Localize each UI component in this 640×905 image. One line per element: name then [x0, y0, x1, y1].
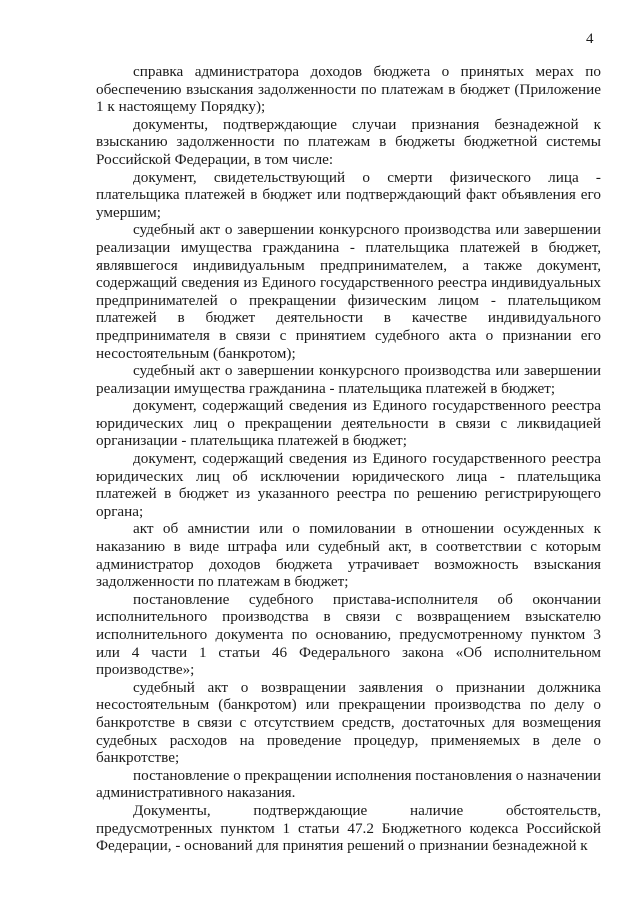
paragraph-12: Документы, подтверждающие наличие обстоятельств, предусмотренных пунктом 1 статьи 47.2 Бюджетного кодекса Российской Федерации, - оснований для принятия решений о признании безнадежной к: [96, 801, 601, 855]
paragraph-7: документ, содержащий сведения из Единого государственного реестра юридических лиц об исключении юридического лица - плательщика платежей в бюджет из указанного реестра по решению регистрирующего органа;: [96, 450, 601, 520]
page-number: 4: [586, 31, 594, 47]
paragraph-3: документ, свидетельствующий о смерти физического лица - плательщика платежей в бюджет или подтверждающий факт объявления его умершим;: [96, 168, 601, 221]
paragraph-10: судебный акт о возвращении заявления о признании должника несостоятельным (банкротом) или прекращении производства по делу о банкротстве в связи с отсутствием средств, достаточных для возмещения судебных расходов на проведение процедур, применяемых в деле о банкротстве;: [96, 678, 601, 767]
paragraph-11: постановление о прекращении исполнения постановления о назначении административного наказания.: [96, 766, 602, 802]
paragraph-8: акт об амнистии или о помиловании в отношении осужденных к наказанию в виде штрафа или судебный акт, в соответствии с которым администратор доходов бюджета утрачивает возможность взыскания задолженности по платежам в бюджет;: [96, 520, 601, 591]
paragraph-5: судебный акт о завершении конкурсного производства или завершении реализации имущества гражданина - плательщика платежей в бюджет;: [96, 362, 601, 397]
paragraph-1: справка администратора доходов бюджета о принятых мерах по обеспечению взыскания задолженности по платежам в бюджет (Приложение 1 к настоящему Порядку);: [96, 63, 601, 116]
paragraph-6: документ, содержащий сведения из Единого государственного реестра юридических лиц о прекращении деятельности в связи с ликвидацией организации - плательщика платежей в бюджет;: [96, 397, 601, 450]
paragraph-4: судебный акт о завершении конкурсного производства или завершении реализации имущества гражданина - плательщика платежей в бюджет, являвшегося индивидуальным предпринимателем, а также документ, содержащий сведения из Единого государственного реестра индивидуальных предпринимателей о прекращении физическим лицом - плательщиком платежей в бюджет деятельности в качестве индивидуального предпринимателя в связи с принятием судебного акта о признании его несостоятельным (банкротом);: [96, 221, 601, 362]
document-body: [96, 63, 601, 855]
paragraph-2: документы, подтверждающие случаи признания безнадежной к взысканию задолженности по платежам в бюджеты бюджетной системы Российской Федерации, в том числе:: [96, 115, 601, 168]
paragraph-9: постановление судебного пристава-исполнителя об окончании исполнительного производства в связи с возвращением взыскателю исполнительного документа по основанию, предусмотренному пунктом 3 или 4 части 1 статьи 46 Федерального закона «Об исполнительном производстве»;: [96, 590, 601, 679]
